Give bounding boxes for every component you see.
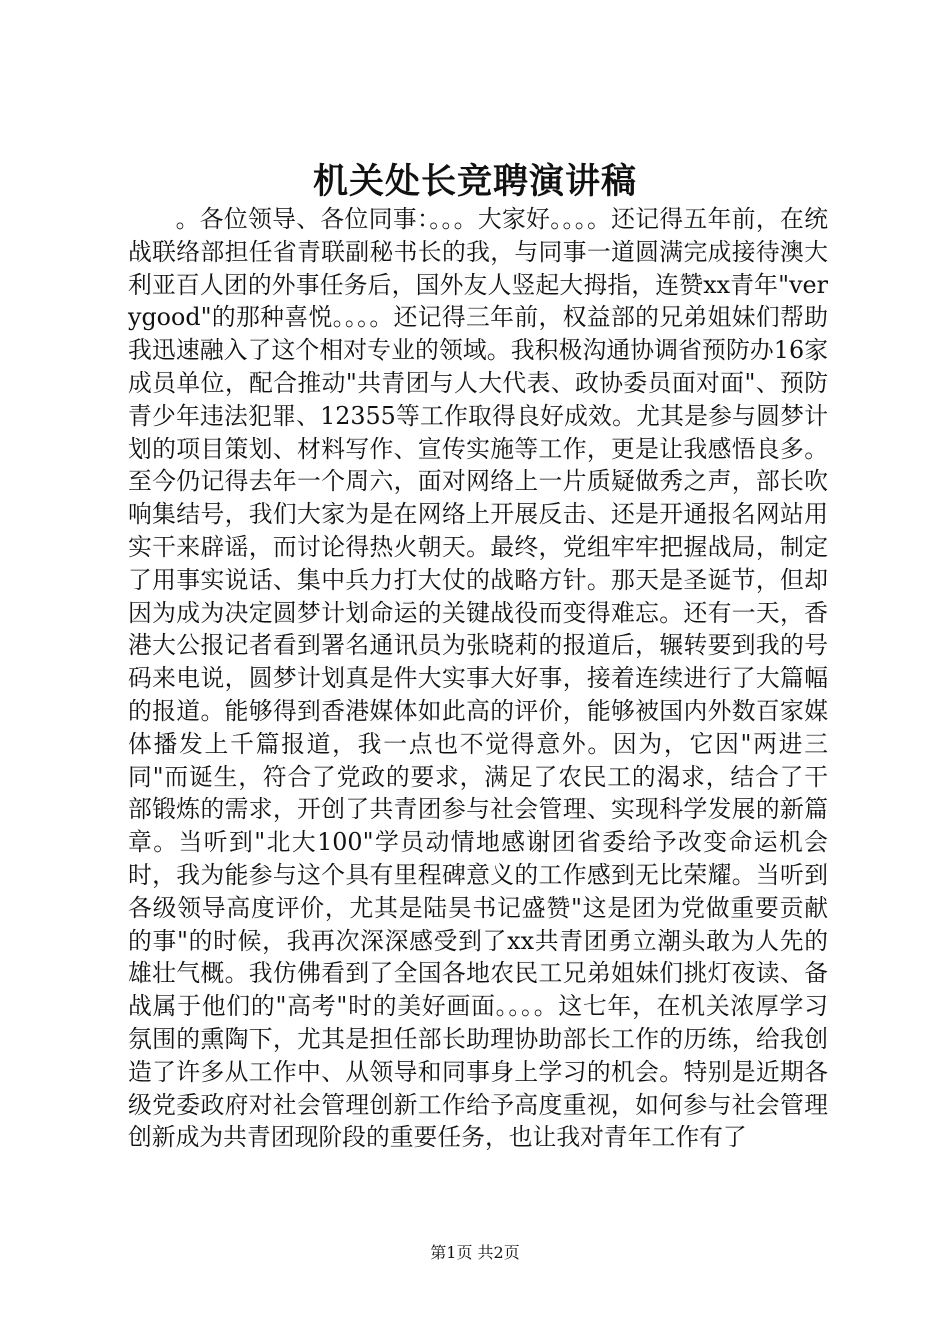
document-title: 机关处长竞聘演讲稿 [312,161,637,202]
body-paragraph: 。各位领导、各位同事：。。。大家好。。。。还记得五年前，在统战联络部担任省青联副秘书长的我，与同事一道圆满完成接待澳大利亚百人团的外事任务后，国外友人竖起大拇指，连赞xx青年"verygood"的那种喜悦。。。。还记得三年前，权益部的兄弟姐妹们帮助我迅速融入了这个相对专业的领域。我积极沟通协调省预防办16家成员单位，配合推动"共青团与人大代表、政协委员面对面"、预防青少年违法犯罪、12355等工作取得良好成效。尤其是参与圆梦计划的项目策划、材料写作、宣传实施等工作，更是让我感悟良多。至今仍记得去年一个周六，面对网络上一片质疑做秀之声，部长吹响集结号，我们大家为是在网络上开展反击、还是开通报名网站用实干来辟谣，而讨论得热火朝天。最终，党组牢牢把握战局，制定了用事实说话、集中兵力打大仗的战略方针。那天是圣诞节，但却因为成为决定圆梦计划命运的关键战役而变得难忘。还有一天，香港大公报记者看到署名通讯员为张晓莉的报道后，辗转要到我的号码来电说，圆梦计划真是件大实事大好事，接着连续进行了大篇幅的报道。能够得到香港媒体如此高的评价，能够被国内外数百家媒体播发上千篇报道，我一点也不觉得意外。因为，它因"两进三同"而诞生，符合了党政的要求，满足了农民工的渴求，结合了干部锻炼的需求，开创了共青团参与社会管理、实现科学发展的新篇章。当听到"北大100"学员动情地感谢团省委给予改变命运机会时，我为能参与这个具有里程碑意义的工作感到无比荣耀。当听到各级领导高度评价，尤其是陆昊书记盛赞"这是团为党做重要贡献的事"的时候，我再次深深感受到了xx共青团勇立潮头敢为人先的雄壮气概。我仿佛看到了全国各地农民工兄弟姐妹们挑灯夜读、备战属于他们的"高考"时的美好画面。。。。这七年，在机关浓厚学习氛围的熏陶下，尤其是担任部长助理协助部长工作的历练，给我创造了许多从工作中、从领导和同事身上学习的机会。特别是近期各级党委政府对社会管理创新工作给予高度重视，如何参与社会管理创新成为共青团现阶段的重要任务，也让我对青年工作有了 [128,205,828,1152]
page-footer: 第1页 共2页 [430,1243,520,1262]
